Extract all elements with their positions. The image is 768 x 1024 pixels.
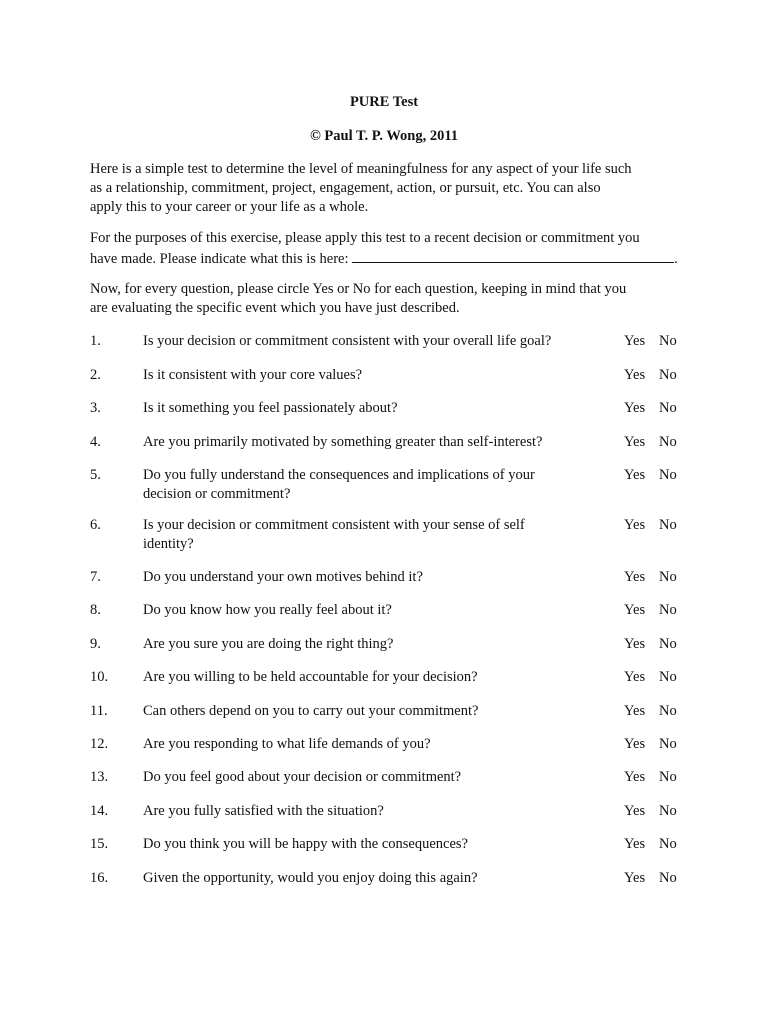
no-option[interactable]: No (659, 669, 677, 685)
yes-option[interactable]: Yes (624, 400, 646, 416)
answer-blank-line[interactable] (352, 248, 674, 263)
question-number: 7. (90, 569, 101, 585)
apply-paragraph-prompt: have made. Please indicate what this is here: (90, 251, 353, 267)
yes-option[interactable]: Yes (624, 769, 646, 785)
question-number: 12. (90, 736, 109, 752)
document-title: PURE Test (349, 94, 419, 110)
question-text: Can others depend on you to carry out your commitment? (143, 703, 479, 719)
question-number: 5. (90, 467, 101, 483)
apply-paragraph-period: . (674, 251, 678, 267)
yes-option[interactable]: Yes (624, 836, 646, 852)
no-option[interactable]: No (659, 736, 677, 752)
question-number: 1. (90, 333, 101, 349)
question-text: Do you understand your own motives behind it? (143, 569, 423, 585)
question-number: 2. (90, 367, 101, 383)
no-option[interactable]: No (659, 803, 677, 819)
yes-option[interactable]: Yes (624, 669, 646, 685)
copyright-line: © Paul T. P. Wong, 2011 (309, 128, 459, 144)
no-option[interactable]: No (659, 467, 677, 483)
question-text: Do you fully understand the consequences and implications of your decision or commitment? (143, 467, 535, 502)
no-option[interactable]: No (659, 602, 677, 618)
question-text: Is your decision or commitment consistent with your overall life goal? (143, 333, 552, 349)
yes-option[interactable]: Yes (624, 870, 646, 886)
instruction-paragraph: Now, for every question, please circle Yes or No for each question, keeping in mind that you are evaluating the specific event which you have just described. (90, 281, 627, 316)
no-option[interactable]: No (659, 400, 677, 416)
yes-option[interactable]: Yes (624, 434, 646, 450)
no-option[interactable]: No (659, 517, 677, 533)
question-text: Do you feel good about your decision or commitment? (143, 769, 462, 785)
yes-option[interactable]: Yes (624, 736, 646, 752)
yes-option[interactable]: Yes (624, 333, 646, 349)
question-text: Do you think you will be happy with the consequences? (143, 836, 468, 852)
question-text: Are you fully satisfied with the situation? (143, 803, 384, 819)
no-option[interactable]: No (659, 836, 677, 852)
question-number: 16. (90, 870, 109, 886)
question-number: 11. (90, 703, 108, 719)
apply-paragraph-line2 (90, 248, 690, 269)
yes-option[interactable]: Yes (624, 467, 646, 483)
yes-option[interactable]: Yes (624, 569, 646, 585)
yes-option[interactable]: Yes (624, 703, 646, 719)
no-option[interactable]: No (659, 333, 677, 349)
yes-option[interactable]: Yes (624, 517, 646, 533)
yes-option[interactable]: Yes (624, 636, 646, 652)
apply-paragraph (90, 229, 690, 269)
question-number: 8. (90, 602, 101, 618)
intro-paragraph: Here is a simple test to determine the level of meaningfulness for any aspect of your life such as a relationship, commitment, project, engagement, action, or pursuit, etc. You can also apply this to your career or your life as a whole. (90, 161, 632, 215)
no-option[interactable]: No (659, 703, 677, 719)
question-text: Are you sure you are doing the right thing? (143, 636, 394, 652)
no-option[interactable]: No (659, 434, 677, 450)
apply-paragraph-line1: For the purposes of this exercise, please apply this test to a recent decision or commitment you (90, 230, 640, 246)
question-number: 10. (90, 669, 109, 685)
no-option[interactable]: No (659, 870, 677, 886)
question-number: 3. (90, 400, 101, 416)
no-option[interactable]: No (659, 569, 677, 585)
yes-option[interactable]: Yes (624, 803, 646, 819)
question-number: 6. (90, 517, 101, 533)
question-text: Is it consistent with your core values? (143, 367, 363, 383)
question-number: 14. (90, 803, 109, 819)
question-text: Are you primarily motivated by something greater than self-interest? (143, 434, 543, 450)
yes-option[interactable]: Yes (624, 602, 646, 618)
question-number: 4. (90, 434, 101, 450)
question-text: Is it something you feel passionately about? (143, 400, 398, 416)
question-number: 13. (90, 769, 109, 785)
question-text: Are you responding to what life demands of you? (143, 736, 431, 752)
question-text: Given the opportunity, would you enjoy doing this again? (143, 870, 478, 886)
no-option[interactable]: No (659, 769, 677, 785)
no-option[interactable]: No (659, 367, 677, 383)
question-number: 9. (90, 636, 101, 652)
question-text: Is your decision or commitment consistent with your sense of self identity? (143, 517, 525, 552)
question-text: Are you willing to be held accountable for your decision? (143, 669, 478, 685)
yes-option[interactable]: Yes (624, 367, 646, 383)
question-number: 15. (90, 836, 109, 852)
no-option[interactable]: No (659, 636, 677, 652)
question-text: Do you know how you really feel about it? (143, 602, 392, 618)
